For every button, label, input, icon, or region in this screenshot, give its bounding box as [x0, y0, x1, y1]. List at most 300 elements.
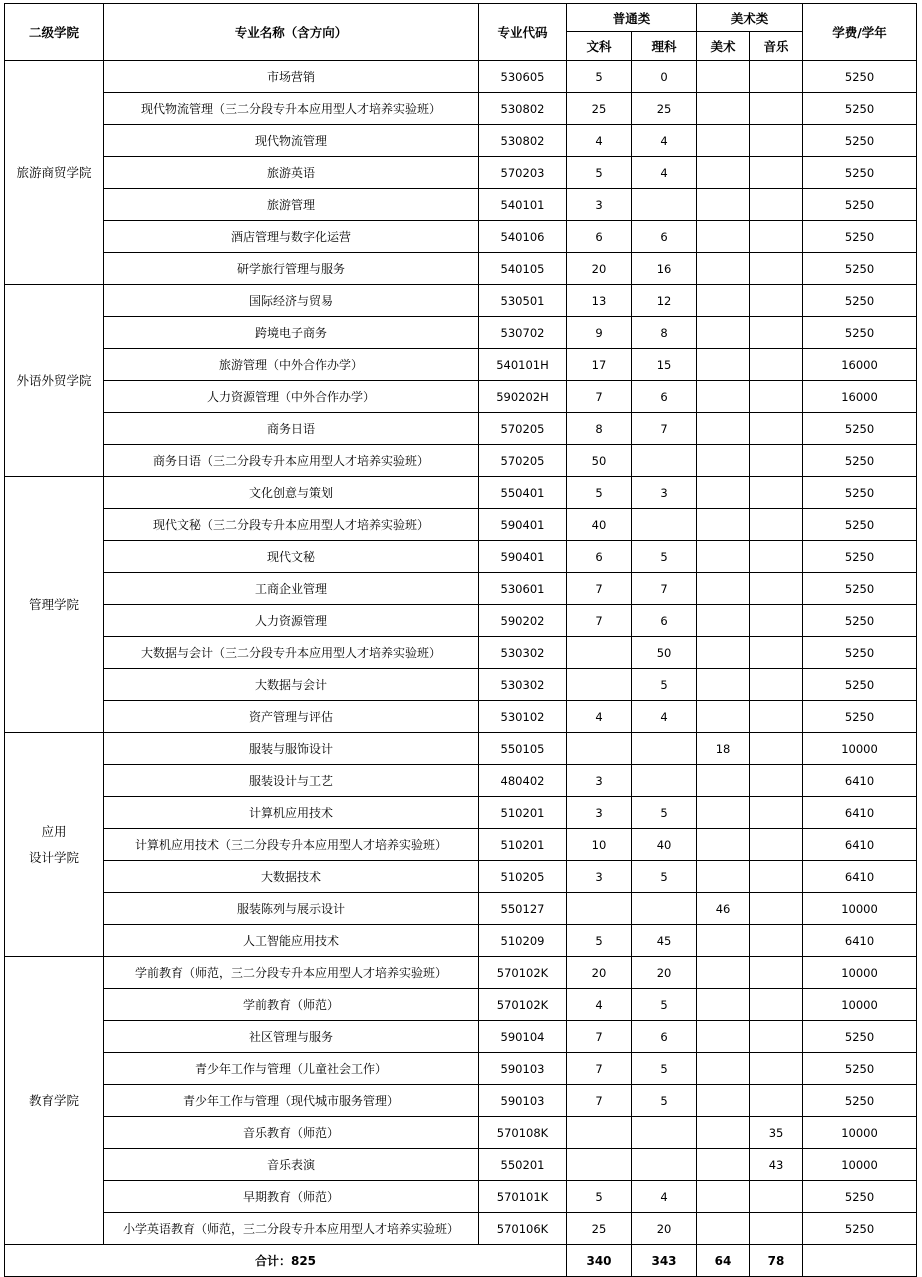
major-cell: 现代文秘 [104, 541, 479, 573]
liberal-count-cell [567, 893, 632, 925]
table-row [5, 253, 917, 285]
music-count-cell [750, 1053, 803, 1085]
code-cell: 550105 [479, 733, 567, 765]
liberal-count-cell: 3 [567, 189, 632, 221]
code-cell: 510201 [479, 829, 567, 861]
music-count-cell: 43 [750, 1149, 803, 1181]
table-row [5, 669, 917, 701]
college-cell: 管理学院 [5, 477, 104, 733]
fee-cell: 5250 [803, 701, 917, 733]
major-cell: 现代文秘（三二分段专升本应用型人才培养实验班） [104, 509, 479, 541]
fine-art-count-cell [697, 221, 750, 253]
science-count-cell: 6 [632, 381, 697, 413]
fee-cell: 6410 [803, 925, 917, 957]
music-count-cell [750, 189, 803, 221]
music-count-cell [750, 317, 803, 349]
science-count-cell: 4 [632, 701, 697, 733]
code-cell: 530605 [479, 61, 567, 93]
music-count-cell [750, 1181, 803, 1213]
header-science: 理科 [632, 32, 697, 61]
science-count-cell: 15 [632, 349, 697, 381]
header-general: 普通类 [567, 4, 697, 32]
college-cell: 旅游商贸学院 [5, 61, 104, 285]
major-cell: 服装与服饰设计 [104, 733, 479, 765]
fee-cell: 5250 [803, 541, 917, 573]
code-cell: 590202H [479, 381, 567, 413]
liberal-count-cell [567, 733, 632, 765]
liberal-count-cell: 10 [567, 829, 632, 861]
music-count-cell [750, 1213, 803, 1245]
major-cell: 现代物流管理 [104, 125, 479, 157]
fine-art-count-cell [697, 413, 750, 445]
fine-art-count-cell [697, 541, 750, 573]
fee-cell: 10000 [803, 893, 917, 925]
science-count-cell: 5 [632, 1085, 697, 1117]
code-cell: 570108K [479, 1117, 567, 1149]
code-cell: 590401 [479, 509, 567, 541]
fine-art-count-cell [697, 125, 750, 157]
fine-art-count-cell [697, 925, 750, 957]
music-count-cell [750, 637, 803, 669]
liberal-count-cell: 20 [567, 957, 632, 989]
liberal-count-cell: 3 [567, 861, 632, 893]
fine-art-count-cell: 46 [697, 893, 750, 925]
major-cell: 学前教育（师范） [104, 989, 479, 1021]
liberal-count-cell [567, 637, 632, 669]
code-cell: 530501 [479, 285, 567, 317]
fee-cell: 5250 [803, 573, 917, 605]
table-row [5, 349, 917, 381]
code-cell: 540101H [479, 349, 567, 381]
major-cell: 小学英语教育（师范，三二分段专升本应用型人才培养实验班） [104, 1213, 479, 1245]
liberal-count-cell: 5 [567, 1181, 632, 1213]
fee-cell: 5250 [803, 1085, 917, 1117]
code-cell: 530102 [479, 701, 567, 733]
table-row [5, 1181, 917, 1213]
major-cell: 资产管理与评估 [104, 701, 479, 733]
science-count-cell: 20 [632, 957, 697, 989]
fine-art-count-cell [697, 61, 750, 93]
code-cell: 530702 [479, 317, 567, 349]
major-cell: 商务日语 [104, 413, 479, 445]
liberal-count-cell: 3 [567, 797, 632, 829]
music-count-cell: 35 [750, 1117, 803, 1149]
science-count-cell: 0 [632, 61, 697, 93]
liberal-count-cell [567, 1117, 632, 1149]
fee-cell: 5250 [803, 1021, 917, 1053]
fee-cell: 5250 [803, 189, 917, 221]
table-row [5, 829, 917, 861]
header-code: 专业代码 [479, 4, 567, 61]
fine-art-count-cell [697, 1213, 750, 1245]
table-row [5, 125, 917, 157]
table-row [5, 637, 917, 669]
code-cell: 530302 [479, 669, 567, 701]
music-count-cell [750, 797, 803, 829]
music-count-cell [750, 221, 803, 253]
science-count-cell [632, 509, 697, 541]
fine-art-count-cell [697, 189, 750, 221]
liberal-count-cell: 7 [567, 1021, 632, 1053]
code-cell: 570102K [479, 957, 567, 989]
fine-art-count-cell [697, 381, 750, 413]
liberal-count-cell: 7 [567, 1085, 632, 1117]
table-row [5, 605, 917, 637]
fee-cell: 10000 [803, 989, 917, 1021]
liberal-count-cell: 5 [567, 477, 632, 509]
major-cell: 大数据与会计 [104, 669, 479, 701]
liberal-count-cell: 6 [567, 221, 632, 253]
table-row [5, 733, 917, 765]
fee-cell: 5250 [803, 445, 917, 477]
fine-art-count-cell [697, 829, 750, 861]
code-cell: 540101 [479, 189, 567, 221]
liberal-count-cell [567, 669, 632, 701]
fine-art-count-cell [697, 957, 750, 989]
science-count-cell: 5 [632, 861, 697, 893]
code-cell: 530802 [479, 125, 567, 157]
total-fee [803, 1245, 917, 1277]
liberal-count-cell: 7 [567, 1053, 632, 1085]
table-row [5, 1117, 917, 1149]
header-liberal: 文科 [567, 32, 632, 61]
total-label: 合计：825 [5, 1245, 567, 1277]
liberal-count-cell: 8 [567, 413, 632, 445]
liberal-count-cell: 13 [567, 285, 632, 317]
music-count-cell [750, 1085, 803, 1117]
total-row [5, 1245, 917, 1277]
fee-cell: 5250 [803, 61, 917, 93]
major-cell: 旅游管理 [104, 189, 479, 221]
major-cell: 社区管理与服务 [104, 1021, 479, 1053]
major-cell: 旅游管理（中外合作办学） [104, 349, 479, 381]
table-row [5, 189, 917, 221]
music-count-cell [750, 157, 803, 189]
liberal-count-cell: 5 [567, 925, 632, 957]
fee-cell: 5250 [803, 637, 917, 669]
major-cell: 酒店管理与数字化运营 [104, 221, 479, 253]
music-count-cell [750, 477, 803, 509]
fee-cell: 10000 [803, 1149, 917, 1181]
music-count-cell [750, 925, 803, 957]
major-cell: 工商企业管理 [104, 573, 479, 605]
fine-art-count-cell: 18 [697, 733, 750, 765]
fee-cell: 5250 [803, 605, 917, 637]
fee-cell: 16000 [803, 381, 917, 413]
fee-cell: 10000 [803, 957, 917, 989]
music-count-cell [750, 573, 803, 605]
music-count-cell [750, 669, 803, 701]
fine-art-count-cell [697, 797, 750, 829]
science-count-cell: 6 [632, 1021, 697, 1053]
science-count-cell: 8 [632, 317, 697, 349]
header-major: 专业名称（含方向） [104, 4, 479, 61]
fee-cell: 10000 [803, 733, 917, 765]
table-row [5, 381, 917, 413]
fee-cell: 5250 [803, 1213, 917, 1245]
fine-art-count-cell [697, 701, 750, 733]
code-cell: 530302 [479, 637, 567, 669]
major-cell: 计算机应用技术（三二分段专升本应用型人才培养实验班） [104, 829, 479, 861]
major-cell: 音乐表演 [104, 1149, 479, 1181]
science-count-cell [632, 893, 697, 925]
music-count-cell [750, 413, 803, 445]
music-count-cell [750, 541, 803, 573]
music-count-cell [750, 381, 803, 413]
music-count-cell [750, 765, 803, 797]
table-row [5, 413, 917, 445]
music-count-cell [750, 253, 803, 285]
code-cell: 530601 [479, 573, 567, 605]
fee-cell: 5250 [803, 221, 917, 253]
major-cell: 学前教育（师范，三二分段专升本应用型人才培养实验班） [104, 957, 479, 989]
major-cell: 大数据技术 [104, 861, 479, 893]
science-count-cell: 20 [632, 1213, 697, 1245]
header-college: 二级学院 [5, 4, 104, 61]
science-count-cell: 50 [632, 637, 697, 669]
major-cell: 服装设计与工艺 [104, 765, 479, 797]
major-cell: 人工智能应用技术 [104, 925, 479, 957]
fine-art-count-cell [697, 1149, 750, 1181]
fine-art-count-cell [697, 669, 750, 701]
fee-cell: 6410 [803, 797, 917, 829]
liberal-count-cell: 7 [567, 605, 632, 637]
fee-cell: 6410 [803, 861, 917, 893]
table-row [5, 221, 917, 253]
table-row [5, 1085, 917, 1117]
liberal-count-cell: 7 [567, 381, 632, 413]
science-count-cell: 4 [632, 1181, 697, 1213]
table-row [5, 925, 917, 957]
code-cell: 550401 [479, 477, 567, 509]
table-row [5, 765, 917, 797]
fee-cell: 5250 [803, 285, 917, 317]
total-liberal: 340 [567, 1245, 632, 1277]
code-cell: 550201 [479, 1149, 567, 1181]
table-row [5, 1149, 917, 1181]
music-count-cell [750, 445, 803, 477]
science-count-cell [632, 1117, 697, 1149]
science-count-cell [632, 765, 697, 797]
fine-art-count-cell [697, 1117, 750, 1149]
science-count-cell [632, 445, 697, 477]
science-count-cell: 4 [632, 157, 697, 189]
table-row [5, 861, 917, 893]
science-count-cell: 25 [632, 93, 697, 125]
total-music: 78 [750, 1245, 803, 1277]
major-cell: 人力资源管理 [104, 605, 479, 637]
music-count-cell [750, 957, 803, 989]
fee-cell: 5250 [803, 1181, 917, 1213]
music-count-cell [750, 285, 803, 317]
music-count-cell [750, 861, 803, 893]
fee-cell: 6410 [803, 765, 917, 797]
fine-art-count-cell [697, 477, 750, 509]
music-count-cell [750, 701, 803, 733]
major-cell: 大数据与会计（三二分段专升本应用型人才培养实验班） [104, 637, 479, 669]
table-row [5, 1021, 917, 1053]
major-cell: 计算机应用技术 [104, 797, 479, 829]
college-cell: 教育学院 [5, 957, 104, 1245]
code-cell: 570203 [479, 157, 567, 189]
fine-art-count-cell [697, 445, 750, 477]
science-count-cell: 7 [632, 413, 697, 445]
liberal-count-cell: 3 [567, 765, 632, 797]
science-count-cell: 6 [632, 221, 697, 253]
code-cell: 590104 [479, 1021, 567, 1053]
music-count-cell [750, 93, 803, 125]
fee-cell: 5250 [803, 509, 917, 541]
code-cell: 540106 [479, 221, 567, 253]
liberal-count-cell: 4 [567, 125, 632, 157]
code-cell: 570205 [479, 445, 567, 477]
code-cell: 570205 [479, 413, 567, 445]
liberal-count-cell: 5 [567, 157, 632, 189]
code-cell: 570102K [479, 989, 567, 1021]
major-cell: 研学旅行管理与服务 [104, 253, 479, 285]
science-count-cell: 40 [632, 829, 697, 861]
science-count-cell: 5 [632, 1053, 697, 1085]
fee-cell: 5250 [803, 1053, 917, 1085]
table-row [5, 93, 917, 125]
science-count-cell: 4 [632, 125, 697, 157]
liberal-count-cell: 4 [567, 701, 632, 733]
major-cell: 人力资源管理（中外合作办学） [104, 381, 479, 413]
code-cell: 590103 [479, 1085, 567, 1117]
major-cell: 文化创意与策划 [104, 477, 479, 509]
liberal-count-cell: 4 [567, 989, 632, 1021]
liberal-count-cell: 6 [567, 541, 632, 573]
fine-art-count-cell [697, 989, 750, 1021]
science-count-cell [632, 189, 697, 221]
major-cell: 现代物流管理（三二分段专升本应用型人才培养实验班） [104, 93, 479, 125]
code-cell: 510201 [479, 797, 567, 829]
table-row [5, 157, 917, 189]
fee-cell: 6410 [803, 829, 917, 861]
liberal-count-cell: 50 [567, 445, 632, 477]
fee-cell: 16000 [803, 349, 917, 381]
fine-art-count-cell [697, 253, 750, 285]
total-science: 343 [632, 1245, 697, 1277]
total-fine-art: 64 [697, 1245, 750, 1277]
header-music: 音乐 [750, 32, 803, 61]
music-count-cell [750, 893, 803, 925]
music-count-cell [750, 605, 803, 637]
fee-cell: 5250 [803, 317, 917, 349]
major-cell: 早期教育（师范） [104, 1181, 479, 1213]
table-row [5, 477, 917, 509]
code-cell: 510209 [479, 925, 567, 957]
science-count-cell: 5 [632, 797, 697, 829]
college-cell: 外语外贸学院 [5, 285, 104, 477]
table-row [5, 317, 917, 349]
fee-cell: 5250 [803, 157, 917, 189]
major-cell: 服装陈列与展示设计 [104, 893, 479, 925]
fine-art-count-cell [697, 637, 750, 669]
major-cell: 青少年工作与管理（现代城市服务管理） [104, 1085, 479, 1117]
code-cell: 480402 [479, 765, 567, 797]
fine-art-count-cell [697, 317, 750, 349]
table-row [5, 989, 917, 1021]
table-row [5, 1053, 917, 1085]
code-cell: 570101K [479, 1181, 567, 1213]
music-count-cell [750, 349, 803, 381]
fine-art-count-cell [697, 285, 750, 317]
major-cell: 音乐教育（师范） [104, 1117, 479, 1149]
header-row-top [5, 4, 917, 32]
fine-art-count-cell [697, 861, 750, 893]
major-cell: 市场营销 [104, 61, 479, 93]
header-fee: 学费/学年 [803, 4, 917, 61]
fine-art-count-cell [697, 1085, 750, 1117]
music-count-cell [750, 829, 803, 861]
table-row [5, 957, 917, 989]
major-cell: 青少年工作与管理（儿童社会工作） [104, 1053, 479, 1085]
fine-art-count-cell [697, 93, 750, 125]
fine-art-count-cell [697, 349, 750, 381]
science-count-cell: 45 [632, 925, 697, 957]
major-cell: 国际经济与贸易 [104, 285, 479, 317]
code-cell: 530802 [479, 93, 567, 125]
music-count-cell [750, 61, 803, 93]
code-cell: 590202 [479, 605, 567, 637]
header-fine-art: 美术 [697, 32, 750, 61]
fee-cell: 5250 [803, 669, 917, 701]
science-count-cell: 3 [632, 477, 697, 509]
table-row [5, 701, 917, 733]
code-cell: 550127 [479, 893, 567, 925]
liberal-count-cell: 17 [567, 349, 632, 381]
code-cell: 540105 [479, 253, 567, 285]
science-count-cell: 5 [632, 989, 697, 1021]
science-count-cell [632, 733, 697, 765]
table-row [5, 893, 917, 925]
fine-art-count-cell [697, 1053, 750, 1085]
fee-cell: 10000 [803, 1117, 917, 1149]
fine-art-count-cell [697, 1021, 750, 1053]
code-cell: 510205 [479, 861, 567, 893]
table-body [5, 61, 917, 1277]
science-count-cell [632, 1149, 697, 1181]
fee-cell: 5250 [803, 125, 917, 157]
header-arts: 美术类 [697, 4, 803, 32]
fine-art-count-cell [697, 573, 750, 605]
fee-cell: 5250 [803, 253, 917, 285]
code-cell: 590401 [479, 541, 567, 573]
liberal-count-cell: 5 [567, 61, 632, 93]
liberal-count-cell: 9 [567, 317, 632, 349]
liberal-count-cell: 40 [567, 509, 632, 541]
code-cell: 570106K [479, 1213, 567, 1245]
fine-art-count-cell [697, 605, 750, 637]
table-row [5, 61, 917, 93]
fine-art-count-cell [697, 765, 750, 797]
liberal-count-cell [567, 1149, 632, 1181]
major-cell: 跨境电子商务 [104, 317, 479, 349]
college-cell: 应用 设计学院 [5, 733, 104, 957]
fine-art-count-cell [697, 157, 750, 189]
science-count-cell: 6 [632, 605, 697, 637]
liberal-count-cell: 7 [567, 573, 632, 605]
science-count-cell: 7 [632, 573, 697, 605]
code-cell: 590103 [479, 1053, 567, 1085]
table-row [5, 1213, 917, 1245]
science-count-cell: 5 [632, 669, 697, 701]
major-cell: 商务日语（三二分段专升本应用型人才培养实验班） [104, 445, 479, 477]
music-count-cell [750, 733, 803, 765]
liberal-count-cell: 25 [567, 1213, 632, 1245]
fine-art-count-cell [697, 509, 750, 541]
